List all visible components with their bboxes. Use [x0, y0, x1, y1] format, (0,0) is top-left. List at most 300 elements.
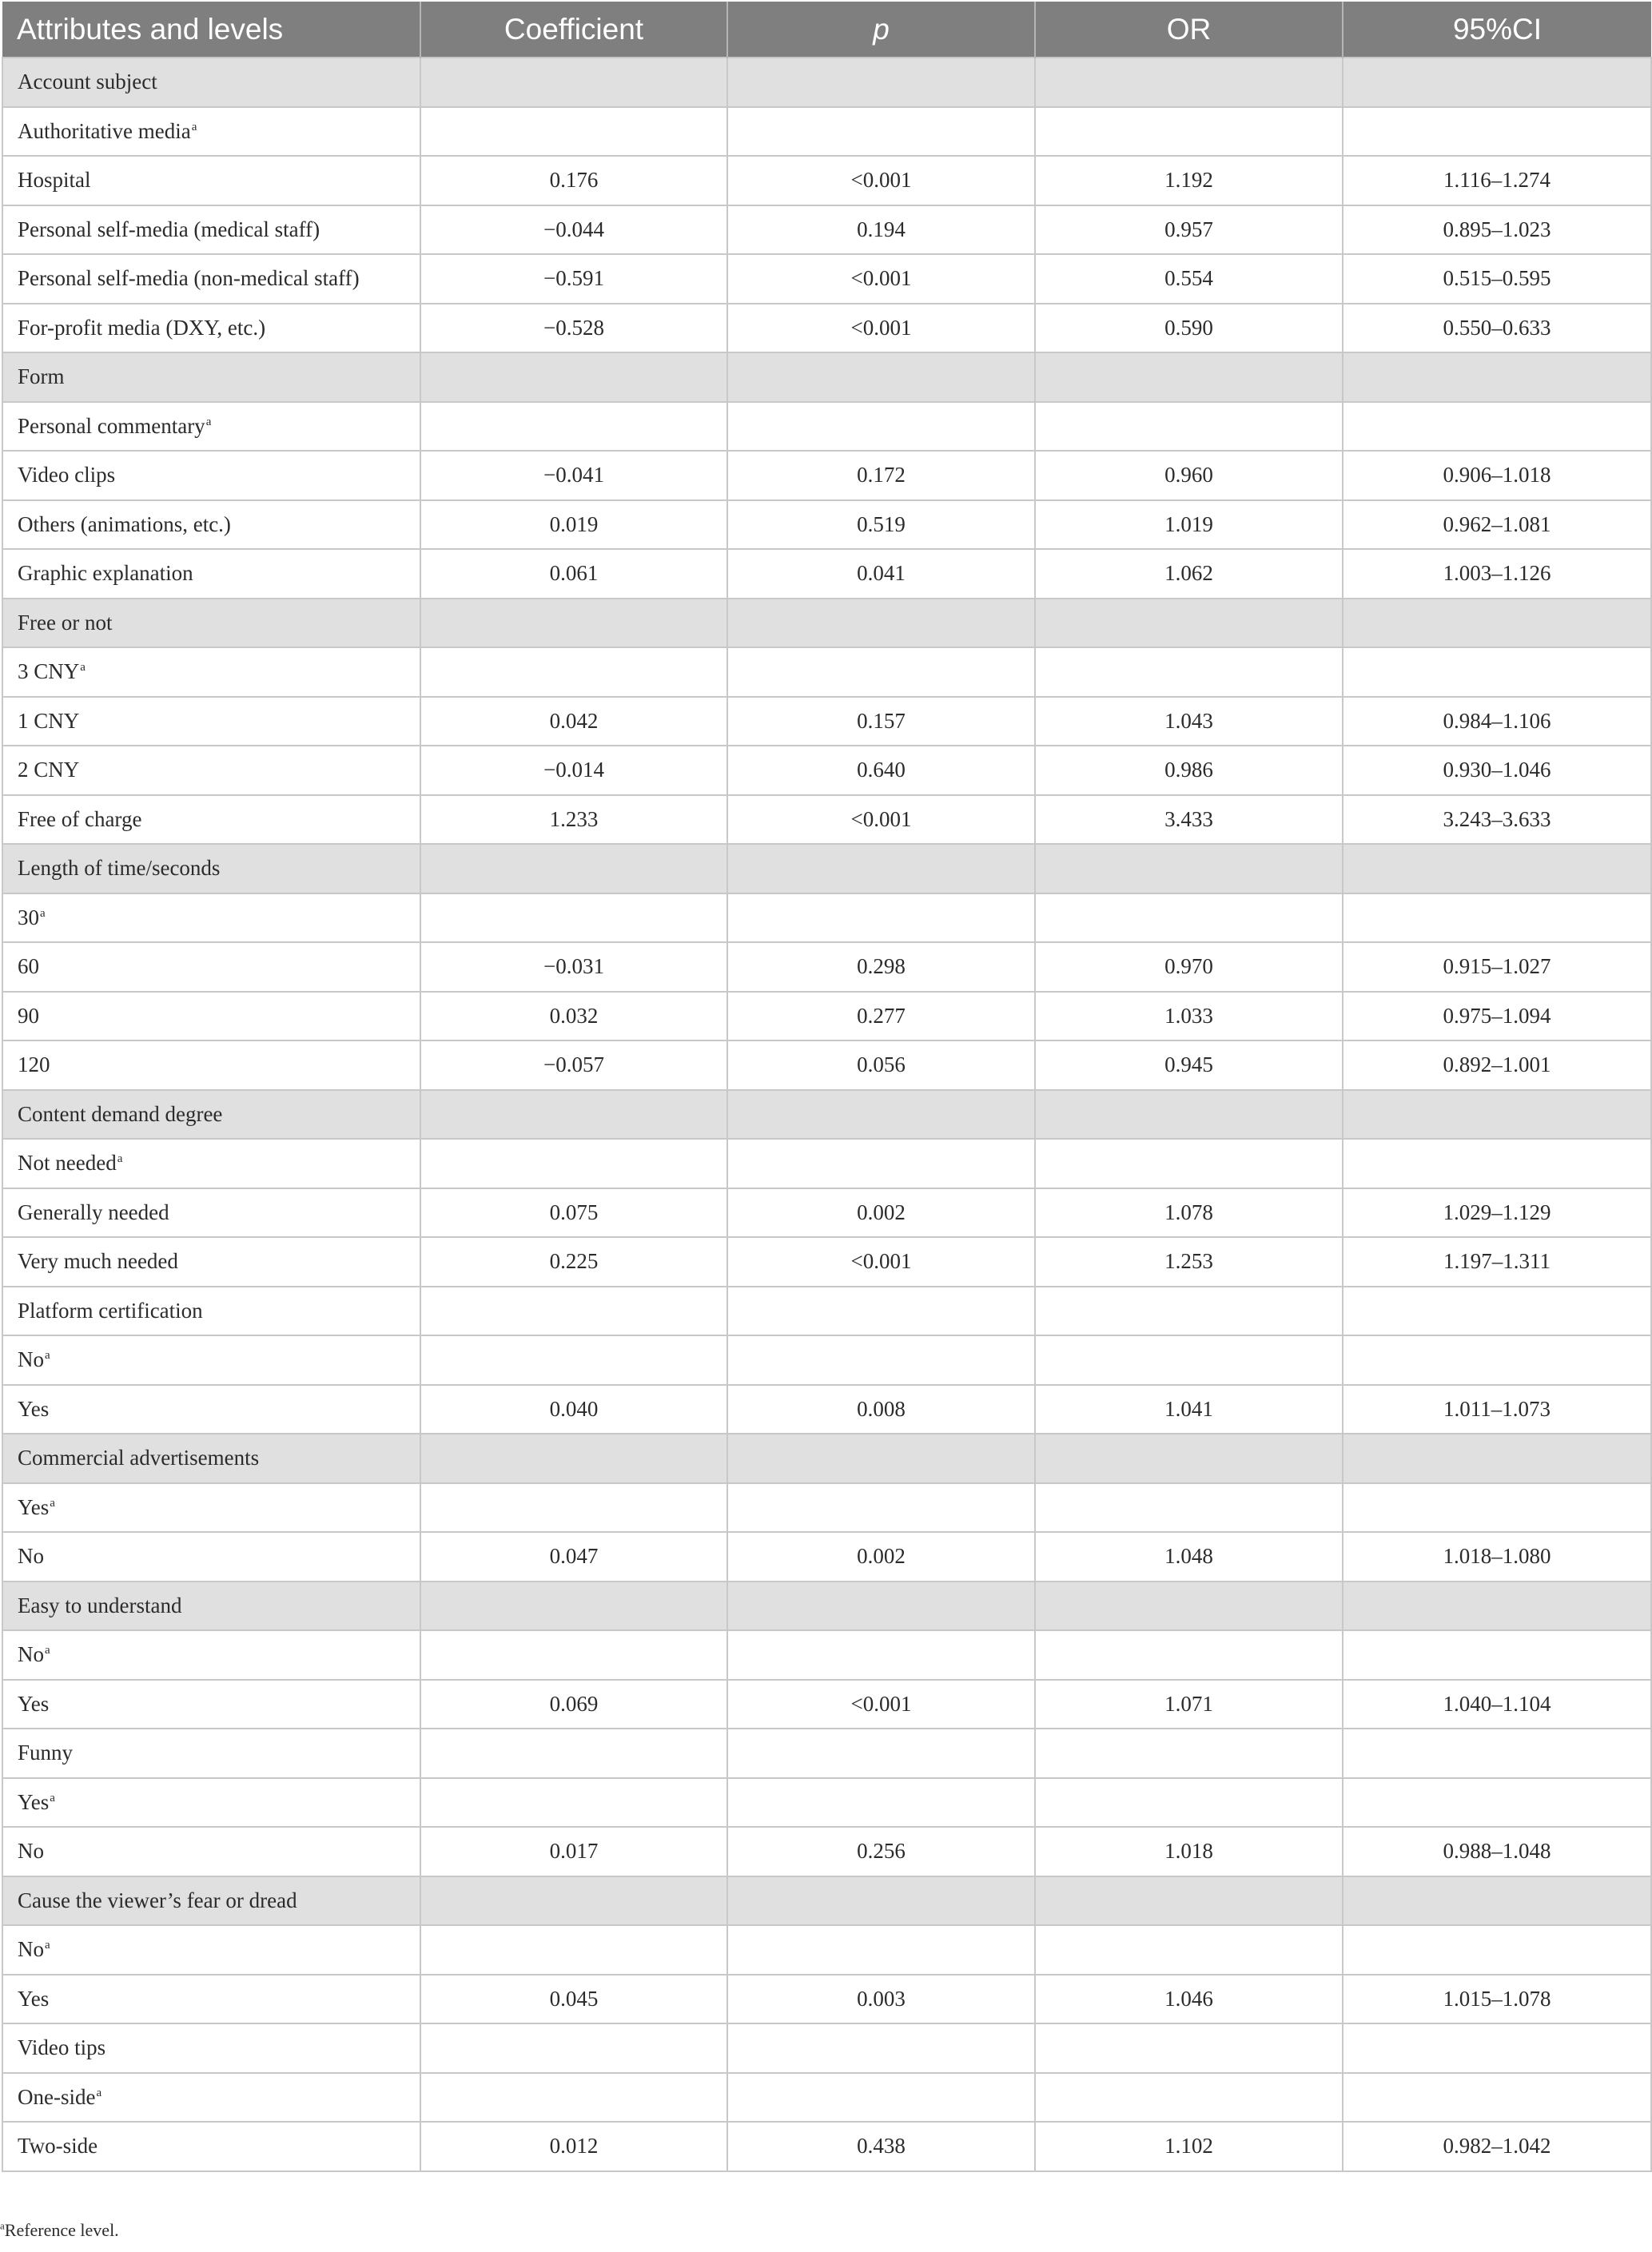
odds-ratio-cell: 1.048 — [1035, 1532, 1343, 1582]
table-row — [2, 1778, 1651, 1828]
coefficient-cell — [420, 1139, 727, 1188]
p-value-cell — [727, 1335, 1035, 1385]
coefficient-cell: 0.012 — [420, 2122, 727, 2171]
reference-level-mark: a — [45, 1349, 50, 1363]
p-value-cell: 0.438 — [727, 2122, 1035, 2171]
attribute-group-row — [2, 352, 1651, 402]
odds-ratio-cell: 1.102 — [1035, 2122, 1343, 2171]
p-value-cell — [727, 1090, 1035, 1140]
coefficient-cell: 0.075 — [420, 1188, 727, 1238]
attribute-name: Cause the viewer’s fear or dread — [18, 1888, 297, 1912]
row-label-cell — [2, 2073, 420, 2123]
reference-level-mark: a — [50, 1791, 55, 1804]
p-value-cell: <0.001 — [727, 1680, 1035, 1729]
header-p-value: p — [727, 2, 1035, 58]
row-label-cell — [2, 992, 420, 1041]
table-row — [2, 893, 1651, 943]
table-header — [2, 2, 1651, 58]
coefficient-cell — [420, 402, 727, 452]
row-label-cell — [2, 697, 420, 746]
coefficient-cell — [420, 352, 727, 402]
ci-cell — [1343, 1925, 1651, 1975]
coefficient-cell: 0.045 — [420, 1975, 727, 2024]
p-value-cell — [727, 1876, 1035, 1926]
coefficient-cell — [420, 1925, 727, 1975]
odds-ratio-cell — [1035, 1876, 1343, 1926]
header-coefficient: Coefficient — [420, 2, 727, 58]
table-row — [2, 254, 1651, 304]
table-row — [2, 1287, 1651, 1336]
odds-ratio-cell — [1035, 107, 1343, 157]
row-label-cell — [2, 1582, 420, 1631]
odds-ratio-cell: 0.970 — [1035, 942, 1343, 992]
table-row — [2, 1335, 1651, 1385]
row-label-cell — [2, 352, 420, 402]
reference-level-mark: a — [50, 1496, 55, 1510]
row-label-cell — [2, 1237, 420, 1287]
table-body — [2, 58, 1651, 2171]
level-name: Two-side — [18, 2134, 98, 2158]
p-value-cell — [727, 893, 1035, 943]
odds-ratio-cell — [1035, 1778, 1343, 1828]
ci-cell: 1.015–1.078 — [1343, 1975, 1651, 2024]
odds-ratio-cell: 1.018 — [1035, 1827, 1343, 1876]
coefficient-cell — [420, 1876, 727, 1926]
coefficient-cell: 0.047 — [420, 1532, 727, 1582]
table-row — [2, 107, 1651, 157]
attribute-group-row — [2, 1090, 1651, 1140]
level-name: One-side — [18, 2084, 96, 2109]
p-value-cell — [727, 402, 1035, 452]
attribute-name: Form — [18, 364, 65, 389]
ci-cell: 0.515–0.595 — [1343, 254, 1651, 304]
ci-cell — [1343, 1090, 1651, 1140]
ci-cell: 0.988–1.048 — [1343, 1827, 1651, 1876]
p-value-cell: 0.003 — [727, 1975, 1035, 2024]
row-label-cell — [2, 1827, 420, 1876]
ci-cell — [1343, 58, 1651, 107]
level-name: Yes — [18, 1789, 50, 1814]
ci-cell: 1.003–1.126 — [1343, 549, 1651, 599]
odds-ratio-cell: 1.033 — [1035, 992, 1343, 1041]
attribute-name: Account subject — [18, 70, 157, 94]
row-label-cell — [2, 156, 420, 205]
ci-cell — [1343, 599, 1651, 648]
ci-cell — [1343, 1139, 1651, 1188]
reference-level-mark: a — [45, 1644, 50, 1657]
odds-ratio-cell — [1035, 2023, 1343, 2073]
coefficient-cell: 0.069 — [420, 1680, 727, 1729]
ci-cell — [1343, 1335, 1651, 1385]
table-row — [2, 647, 1651, 697]
coefficient-cell: −0.591 — [420, 254, 727, 304]
p-value-cell: <0.001 — [727, 1237, 1035, 1287]
odds-ratio-cell: 1.046 — [1035, 1975, 1343, 2024]
ci-cell: 1.029–1.129 — [1343, 1188, 1651, 1238]
level-name: Generally needed — [18, 1200, 169, 1224]
level-name: Yes — [18, 1986, 50, 2011]
table-row — [2, 942, 1651, 992]
odds-ratio-cell — [1035, 1434, 1343, 1483]
ci-cell: 0.930–1.046 — [1343, 746, 1651, 795]
odds-ratio-cell — [1035, 599, 1343, 648]
ci-cell: 1.018–1.080 — [1343, 1532, 1651, 1582]
odds-ratio-cell: 0.590 — [1035, 304, 1343, 353]
attribute-group-row — [2, 599, 1651, 648]
coefficient-cell — [420, 599, 727, 648]
ci-cell: 0.550–0.633 — [1343, 304, 1651, 353]
table-row — [2, 156, 1651, 205]
odds-ratio-cell — [1035, 1630, 1343, 1680]
p-value-cell: 0.298 — [727, 942, 1035, 992]
table-row — [2, 1139, 1651, 1188]
attribute-name: Content demand degree — [18, 1101, 223, 1126]
footnote-mark: a — [0, 2219, 5, 2232]
coefficient-cell: 0.017 — [420, 1827, 727, 1876]
p-value-cell: 0.194 — [727, 205, 1035, 255]
attribute-name: Commercial advertisements — [18, 1446, 260, 1470]
ci-cell: 1.011–1.073 — [1343, 1385, 1651, 1434]
table-row — [2, 1925, 1651, 1975]
level-name: Graphic explanation — [18, 561, 193, 586]
level-name: No — [18, 1937, 44, 1962]
row-label-cell — [2, 2023, 420, 2073]
ci-cell: 0.984–1.106 — [1343, 697, 1651, 746]
odds-ratio-cell — [1035, 352, 1343, 402]
ci-cell — [1343, 1630, 1651, 1680]
footnote-text: Reference level. — [4, 2220, 119, 2240]
level-name: Video clips — [18, 463, 116, 487]
row-label-cell — [2, 1876, 420, 1926]
coefficient-cell — [420, 1630, 727, 1680]
ci-cell — [1343, 352, 1651, 402]
odds-ratio-cell: 1.253 — [1035, 1237, 1343, 1287]
level-name: 3 CNY — [18, 659, 80, 684]
ci-cell — [1343, 1876, 1651, 1926]
ci-cell — [1343, 107, 1651, 157]
odds-ratio-cell — [1035, 1925, 1343, 1975]
row-label-cell — [2, 2122, 420, 2171]
attribute-name: Free or not — [18, 610, 113, 635]
header-odds-ratio: OR — [1035, 2, 1343, 58]
coefficient-cell: 0.019 — [420, 500, 727, 550]
odds-ratio-cell — [1035, 402, 1343, 452]
coefficient-cell — [420, 1434, 727, 1483]
p-value-cell: 0.056 — [727, 1040, 1035, 1090]
level-name: Yes — [18, 1494, 50, 1519]
ci-cell: 0.895–1.023 — [1343, 205, 1651, 255]
ci-cell — [1343, 2073, 1651, 2123]
coefficient-cell: 0.040 — [420, 1385, 727, 1434]
p-value-cell — [727, 2023, 1035, 2073]
odds-ratio-cell: 1.019 — [1035, 500, 1343, 550]
p-value-cell — [727, 1582, 1035, 1631]
ci-cell: 0.975–1.094 — [1343, 992, 1651, 1041]
row-label-cell — [2, 1729, 420, 1778]
ci-cell — [1343, 402, 1651, 452]
ci-cell — [1343, 2023, 1651, 2073]
level-name: For-profit media (DXY, etc.) — [18, 315, 266, 340]
p-value-cell — [727, 1483, 1035, 1533]
odds-ratio-cell: 3.433 — [1035, 795, 1343, 845]
level-name: Platform certification — [18, 1298, 203, 1323]
p-value-cell: <0.001 — [727, 156, 1035, 205]
row-label-cell — [2, 1287, 420, 1336]
odds-ratio-cell: 1.071 — [1035, 1680, 1343, 1729]
odds-ratio-cell — [1035, 58, 1343, 107]
odds-ratio-cell: 0.945 — [1035, 1040, 1343, 1090]
coefficient-cell — [420, 844, 727, 893]
level-name: 90 — [18, 1003, 39, 1028]
odds-ratio-cell: 1.043 — [1035, 697, 1343, 746]
table-row — [2, 402, 1651, 452]
ci-cell: 0.906–1.018 — [1343, 451, 1651, 500]
p-value-cell: 0.002 — [727, 1532, 1035, 1582]
row-label-cell — [2, 942, 420, 992]
ci-cell — [1343, 1483, 1651, 1533]
coefficient-cell: −0.528 — [420, 304, 727, 353]
coefficient-cell — [420, 1090, 727, 1140]
p-value-cell — [727, 1729, 1035, 1778]
table-row — [2, 549, 1651, 599]
coefficient-cell: 0.225 — [420, 1237, 727, 1287]
table-row — [2, 1827, 1651, 1876]
coefficient-cell — [420, 58, 727, 107]
level-name: 30 — [18, 905, 39, 929]
ci-cell — [1343, 1434, 1651, 1483]
p-value-cell — [727, 58, 1035, 107]
odds-ratio-cell: 0.986 — [1035, 746, 1343, 795]
odds-ratio-cell: 1.062 — [1035, 549, 1343, 599]
row-label-cell — [2, 746, 420, 795]
level-name: 1 CNY — [18, 708, 80, 733]
odds-ratio-cell — [1035, 1483, 1343, 1533]
table-row — [2, 451, 1651, 500]
odds-ratio-cell — [1035, 1582, 1343, 1631]
attribute-group-row — [2, 844, 1651, 893]
level-name: 120 — [18, 1052, 50, 1077]
p-value-cell — [727, 844, 1035, 893]
table-row — [2, 1680, 1651, 1729]
table-row — [2, 304, 1651, 353]
table-row — [2, 500, 1651, 550]
coefficient-cell: 0.032 — [420, 992, 727, 1041]
table-row — [2, 1188, 1651, 1238]
p-value-cell: 0.157 — [727, 697, 1035, 746]
p-value-cell: 0.277 — [727, 992, 1035, 1041]
row-label-cell — [2, 844, 420, 893]
reference-level-mark: a — [96, 2086, 102, 2099]
level-name: Not needed — [18, 1151, 117, 1176]
p-value-cell: 0.002 — [727, 1188, 1035, 1238]
p-value-cell — [727, 1778, 1035, 1828]
table-row — [2, 697, 1651, 746]
row-label-cell — [2, 1090, 420, 1140]
odds-ratio-cell: 0.960 — [1035, 451, 1343, 500]
coefficient-cell — [420, 2073, 727, 2123]
coefficient-cell — [420, 2023, 727, 2073]
level-name: No — [18, 1544, 44, 1569]
row-label-cell — [2, 1434, 420, 1483]
table-row — [2, 1237, 1651, 1287]
level-name: Others (animations, etc.) — [18, 511, 231, 536]
table-row — [2, 992, 1651, 1041]
coefficient-cell: −0.031 — [420, 942, 727, 992]
coefficient-cell — [420, 107, 727, 157]
ci-cell — [1343, 893, 1651, 943]
p-value-cell: 0.041 — [727, 549, 1035, 599]
ci-cell: 0.915–1.027 — [1343, 942, 1651, 992]
odds-ratio-cell: 1.192 — [1035, 156, 1343, 205]
odds-ratio-cell: 0.554 — [1035, 254, 1343, 304]
odds-ratio-cell: 1.078 — [1035, 1188, 1343, 1238]
p-value-cell — [727, 647, 1035, 697]
ci-cell: 0.892–1.001 — [1343, 1040, 1651, 1090]
table-row — [2, 795, 1651, 845]
row-label-cell — [2, 1925, 420, 1975]
row-label-cell — [2, 1630, 420, 1680]
coefficient-cell: 0.042 — [420, 697, 727, 746]
row-label-cell — [2, 599, 420, 648]
level-name: Yes — [18, 1396, 50, 1421]
table-row — [2, 1483, 1651, 1533]
ci-cell: 1.116–1.274 — [1343, 156, 1651, 205]
row-label-cell — [2, 58, 420, 107]
level-name: Video tips — [18, 2035, 106, 2060]
level-name: Free of charge — [18, 806, 142, 831]
table-row — [2, 205, 1651, 255]
ci-cell: 3.243–3.633 — [1343, 795, 1651, 845]
row-label-cell — [2, 451, 420, 500]
row-label-cell — [2, 1680, 420, 1729]
odds-ratio-cell — [1035, 2073, 1343, 2123]
p-value-cell — [727, 599, 1035, 648]
p-value-cell — [727, 1925, 1035, 1975]
table-row — [2, 2023, 1651, 2073]
attribute-group-row — [2, 1876, 1651, 1926]
coefficient-cell — [420, 1287, 727, 1336]
table-row — [2, 2122, 1651, 2171]
level-name: No — [18, 1347, 44, 1372]
level-name: No — [18, 1839, 44, 1864]
reference-level-mark: a — [45, 1939, 50, 1952]
odds-ratio-cell — [1035, 1139, 1343, 1188]
ci-cell: 1.197–1.311 — [1343, 1237, 1651, 1287]
attribute-group-row — [2, 58, 1651, 107]
level-name: Personal self-media (medical staff) — [18, 217, 320, 241]
level-name: Yes — [18, 1691, 50, 1716]
ci-cell — [1343, 1729, 1651, 1778]
row-label-cell — [2, 1778, 420, 1828]
row-label-cell — [2, 1040, 420, 1090]
level-name: Funny — [18, 1741, 74, 1765]
row-label-cell — [2, 402, 420, 452]
coefficient-cell — [420, 1335, 727, 1385]
table-row — [2, 1975, 1651, 2024]
level-name: Personal self-media (non-medical staff) — [18, 266, 360, 291]
reference-level-mark: a — [205, 415, 212, 428]
p-value-cell: 0.519 — [727, 500, 1035, 550]
p-value-cell: 0.256 — [727, 1827, 1035, 1876]
table-row — [2, 1729, 1651, 1778]
row-label-cell — [2, 107, 420, 157]
header-confidence-interval: 95%CI — [1343, 2, 1651, 58]
p-value-cell — [727, 1287, 1035, 1336]
row-label-cell — [2, 549, 420, 599]
ci-cell — [1343, 1287, 1651, 1336]
attribute-name: Length of time/seconds — [18, 856, 221, 881]
ci-cell — [1343, 1778, 1651, 1828]
row-label-cell — [2, 1483, 420, 1533]
row-label-cell — [2, 893, 420, 943]
p-value-cell: <0.001 — [727, 254, 1035, 304]
level-name: Personal commentary — [18, 413, 205, 438]
level-name: Hospital — [18, 168, 91, 193]
row-label-cell — [2, 304, 420, 353]
header-attributes: Attributes and levels — [2, 2, 420, 58]
ci-cell — [1343, 647, 1651, 697]
reference-level-mark: a — [191, 120, 197, 133]
table-row — [2, 746, 1651, 795]
coefficient-cell — [420, 1483, 727, 1533]
level-name: 60 — [18, 954, 39, 979]
p-value-cell: 0.640 — [727, 746, 1035, 795]
table-row — [2, 1040, 1651, 1090]
p-value-cell — [727, 2073, 1035, 2123]
ci-cell: 0.962–1.081 — [1343, 500, 1651, 550]
p-value-cell: <0.001 — [727, 795, 1035, 845]
level-name: No — [18, 1642, 44, 1667]
coefficient-cell — [420, 1778, 727, 1828]
odds-ratio-cell: 0.957 — [1035, 205, 1343, 255]
odds-ratio-cell — [1035, 1729, 1343, 1778]
odds-ratio-cell — [1035, 647, 1343, 697]
table-row — [2, 1630, 1651, 1680]
row-label-cell — [2, 1188, 420, 1238]
coefficient-cell — [420, 647, 727, 697]
reference-level-mark: a — [80, 661, 86, 674]
coefficient-cell: 0.061 — [420, 549, 727, 599]
reference-level-mark: a — [40, 906, 46, 920]
p-value-cell — [727, 352, 1035, 402]
row-label-cell — [2, 500, 420, 550]
row-label-cell — [2, 647, 420, 697]
coefficient-cell — [420, 1582, 727, 1631]
odds-ratio-cell — [1035, 1287, 1343, 1336]
ci-cell: 0.982–1.042 — [1343, 2122, 1651, 2171]
p-value-cell: 0.172 — [727, 451, 1035, 500]
attribute-name: Easy to understand — [18, 1593, 182, 1617]
row-label-cell — [2, 1139, 420, 1188]
footnote — [0, 2220, 119, 2241]
header-row — [2, 2, 1651, 58]
attribute-group-row — [2, 1582, 1651, 1631]
coefficient-cell: −0.014 — [420, 746, 727, 795]
p-value-cell: <0.001 — [727, 304, 1035, 353]
coefficient-cell — [420, 1729, 727, 1778]
ci-cell — [1343, 1582, 1651, 1631]
level-name: Authoritative media — [18, 118, 191, 143]
row-label-cell — [2, 254, 420, 304]
coefficient-cell: −0.041 — [420, 451, 727, 500]
odds-ratio-cell — [1035, 1090, 1343, 1140]
attribute-group-row — [2, 1434, 1651, 1483]
p-value-cell — [727, 1630, 1035, 1680]
p-value-cell: 0.008 — [727, 1385, 1035, 1434]
odds-ratio-cell — [1035, 893, 1343, 943]
ci-cell: 1.040–1.104 — [1343, 1680, 1651, 1729]
reference-level-mark: a — [117, 1152, 123, 1166]
